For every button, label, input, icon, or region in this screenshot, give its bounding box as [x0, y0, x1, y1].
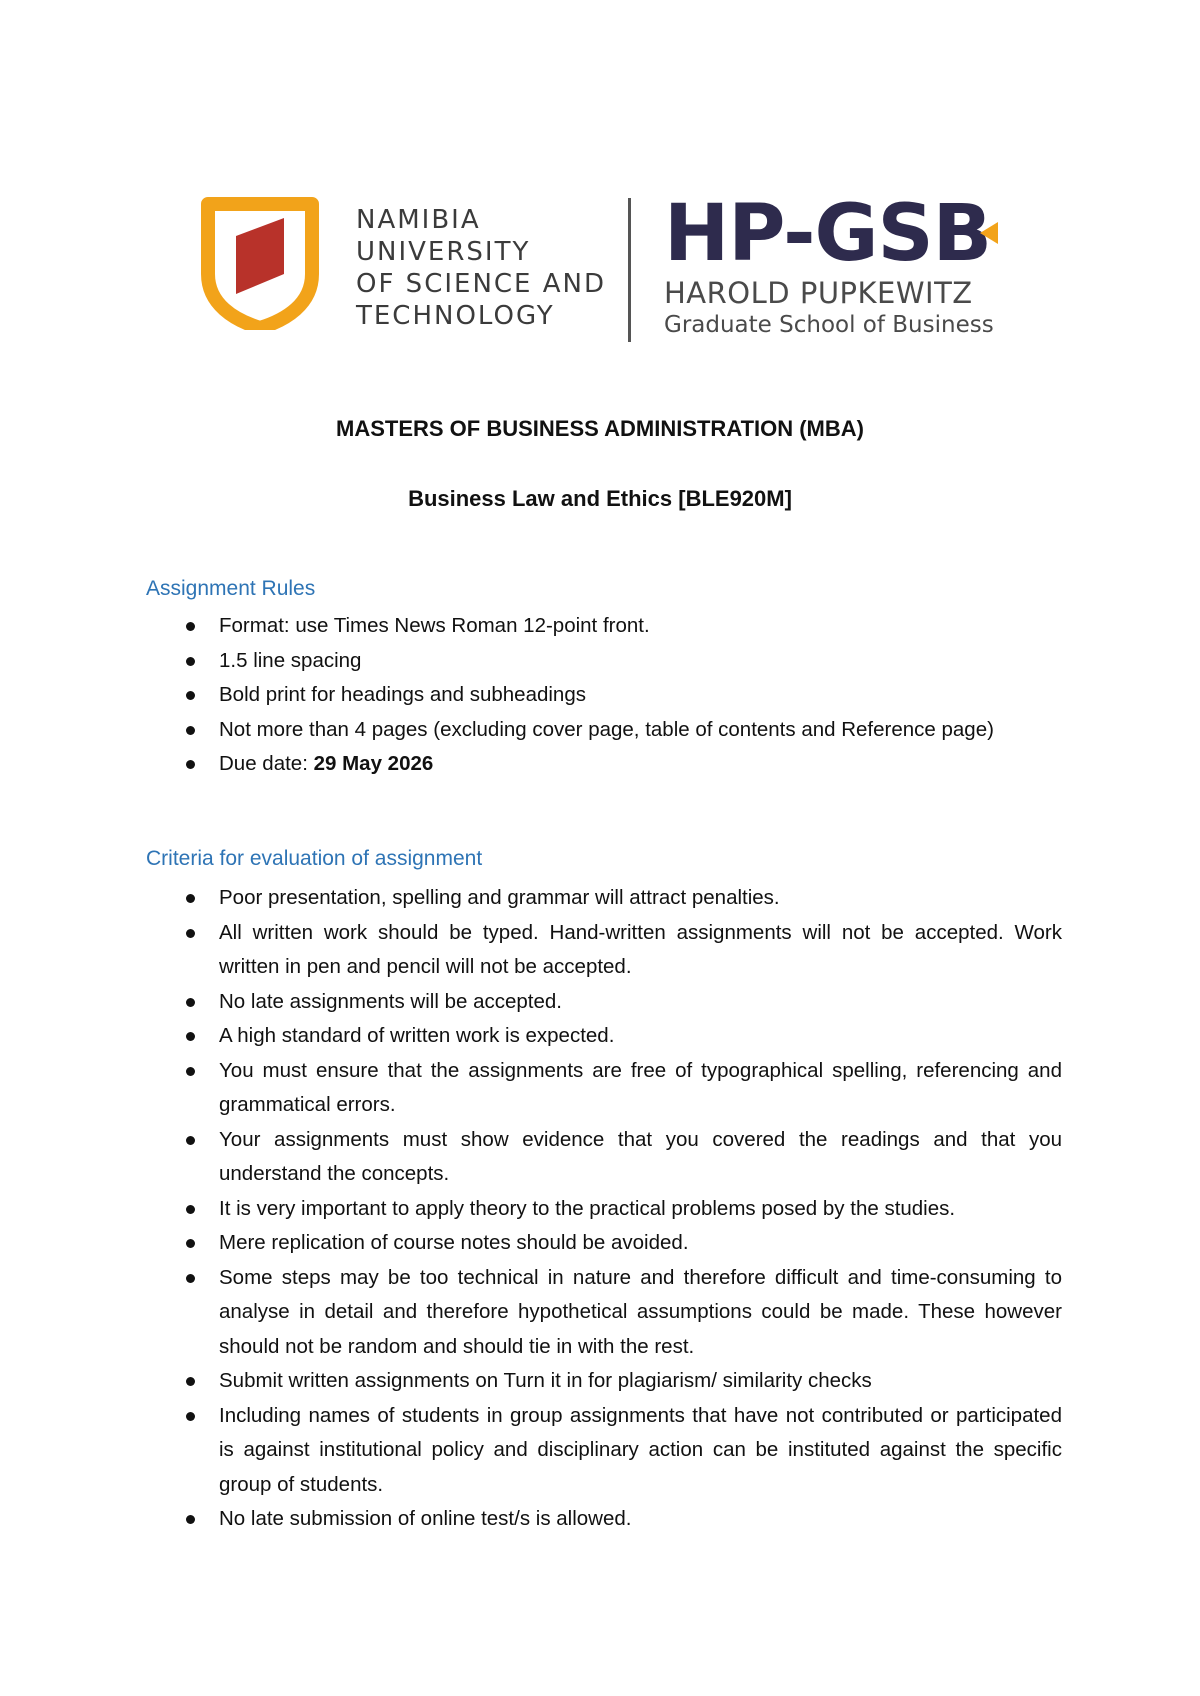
bullet-icon — [186, 726, 195, 735]
bullet-icon — [186, 1205, 195, 1214]
hpgsb-school: Graduate School of Business — [664, 312, 994, 338]
list-item: Bold print for headings and subheadings — [146, 678, 1062, 713]
list-item: Submit written assignments on Turn it in for plagiarism/ similarity checks — [146, 1364, 1062, 1399]
bullet-icon — [186, 998, 195, 1007]
bullet-icon — [186, 894, 195, 903]
list-item: Including names of students in group assignments that have not contributed or participated is against institutional policy and disciplinary action can be instituted against the specific group of students. — [146, 1399, 1062, 1503]
nust-line-1: NAMIBIA — [356, 205, 481, 235]
list-item: No late submission of online test/s is allowed. — [146, 1502, 1062, 1537]
nust-shield-logo — [198, 196, 322, 330]
bullet-icon — [186, 929, 195, 938]
assignment-rules-title: Assignment Rules — [146, 577, 316, 600]
bullet-icon — [186, 1032, 195, 1041]
hpgsb-name: HAROLD PUPKEWITZ — [664, 276, 973, 310]
hpgsb-logo — [664, 189, 1004, 340]
logo-divider — [628, 198, 631, 342]
list-item: Poor presentation, spelling and grammar will attract penalties. — [146, 881, 1062, 916]
header-logos — [198, 189, 998, 344]
bullet-icon — [186, 1067, 195, 1076]
list-item: A high standard of written work is expected. — [146, 1019, 1062, 1054]
bullet-icon — [186, 1136, 195, 1145]
bullet-icon — [186, 760, 195, 769]
bullet-icon — [186, 691, 195, 700]
criteria-title: Criteria for evaluation of assignment — [146, 847, 483, 870]
bullet-icon — [186, 1412, 195, 1421]
bullet-icon — [186, 1515, 195, 1524]
due-date-item — [146, 747, 1062, 782]
course-heading: Business Law and Ethics [BLE920M] — [408, 486, 792, 511]
criteria-list — [146, 881, 1062, 1537]
bullet-icon — [186, 1239, 195, 1248]
list-item: Format: use Times News Roman 12-point front. — [146, 609, 1062, 644]
list-item: No late assignments will be accepted. — [146, 985, 1062, 1020]
hpgsb-title-text: HP-GSB — [664, 189, 992, 279]
list-item: All written work should be typed. Hand-written assignments will not be accepted. Work written in pen and pencil will not be accepted. — [146, 916, 1062, 985]
due-date-value: 29 May 2026 — [313, 752, 434, 775]
nust-line-3: OF SCIENCE AND — [356, 269, 606, 299]
list-item: Your assignments must show evidence that you covered the readings and that you understand the concepts. — [146, 1123, 1062, 1192]
list-item: It is very important to apply theory to the practical problems posed by the studies. — [146, 1192, 1062, 1227]
hpgsb-title — [664, 189, 1004, 279]
nust-line-2: UNIVERSITY — [356, 237, 531, 267]
bullet-icon — [186, 1377, 195, 1386]
bullet-icon — [186, 657, 195, 666]
bullet-icon — [186, 622, 195, 631]
nust-wordmark — [356, 204, 606, 332]
list-item: Mere replication of course notes should be avoided. — [146, 1226, 1062, 1261]
assignment-rules-list — [146, 609, 1062, 782]
nust-line-4: TECHNOLOGY — [356, 301, 555, 331]
due-date-label: Due date: — [219, 752, 314, 775]
list-item: 1.5 line spacing — [146, 644, 1062, 679]
bullet-icon — [186, 1274, 195, 1283]
list-item: Some steps may be too technical in nature and therefore difficult and time-consuming to analyse in detail and therefore hypothetical assumptions could be made. These however should not be random and should tie in with the rest. — [146, 1261, 1062, 1365]
hpgsb-arrow-icon — [980, 222, 998, 244]
program-heading: MASTERS OF BUSINESS ADMINISTRATION (MBA) — [336, 416, 864, 441]
list-item: You must ensure that the assignments are free of typographical spelling, referencing and grammatical errors. — [146, 1054, 1062, 1123]
list-item: Not more than 4 pages (excluding cover page, table of contents and Reference page) — [146, 713, 1062, 748]
